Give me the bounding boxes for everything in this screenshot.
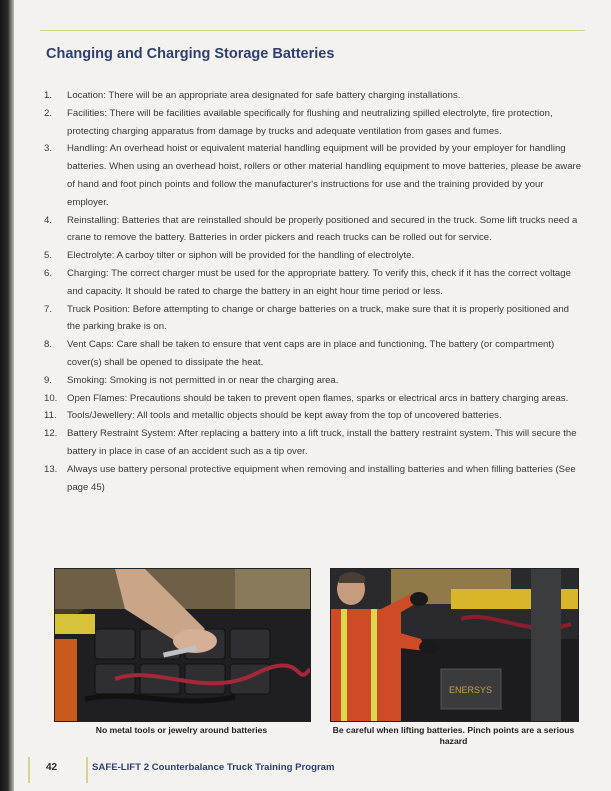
list-item: [44, 105, 584, 141]
item-text: Vent Caps: Care shall be taken to ensure that vent caps are in place and functioning. The battery (or compartment) cover(s) shall be opened to dissipate the heat.: [67, 339, 555, 368]
list-item: [44, 372, 584, 390]
list-item: [44, 140, 584, 211]
photo-caption: Be careful when lifting batteries. Pinch points are a serious hazard: [332, 725, 575, 746]
list-item: [44, 407, 584, 425]
list-item: [44, 301, 584, 337]
footer-program-title: SAFE-LIFT 2 Counterbalance Truck Training Program: [92, 762, 335, 773]
battery-tools-photo: [54, 568, 311, 722]
item-text: Always use battery personal protective equipment when removing and installing batteries and when filling batteries (See page 45): [67, 463, 576, 493]
page-number: 42: [46, 762, 58, 773]
item-text: Facilities: There will be facilities available specifically for flushing and neutralizing spilled electrolyte, fire protection, protecting charging apparatus from damage by trucks and adequate ventilation from gases and fumes.: [67, 107, 553, 137]
item-number: 4.: [44, 214, 53, 226]
item-text: Handling: An overhead hoist or equivalent material handling equipment will be provided by your employer for handling batteries. When using an overhead hoist, rollers or other material handling equipment to move batteries, please be aware of hand and foot pinch points and follow the manufacturer's instructions for use and the training provided by your employer.: [67, 143, 582, 208]
item-text: Tools/Jewellery: All tools and metallic objects should be kept away from the top of uncovered batteries.: [67, 410, 502, 422]
top-rule: [40, 30, 585, 31]
list-item: [44, 425, 584, 461]
item-text: Truck Position: Before attempting to change or charge batteries on a truck, make sure that it is properly positioned and the parking brake is on.: [67, 303, 569, 333]
item-number: 10.: [44, 392, 58, 404]
list-item: [44, 336, 584, 372]
list-item: [44, 265, 584, 301]
item-text: Open Flames: Precautions should be taken to prevent open flames, sparks or electrical arcs in battery charging areas.: [67, 392, 569, 404]
list-item: [44, 212, 584, 248]
item-number: 1.: [44, 90, 53, 101]
battery-lifting-photo: [330, 568, 579, 722]
item-text: Reinstalling: Batteries that are reinstalled should be properly positioned and secured in the truck. Some lift trucks need a crane to remove the battery. Batteries in order pickers and reach trucks can be rolled out for service.: [67, 214, 578, 244]
item-text: Battery Restraint System: After replacing a battery into a lift truck, install the battery restraint system. This will secure the battery in place in case of an accident such as a tip over.: [67, 428, 577, 457]
item-number: 11.: [44, 410, 57, 422]
battery-lifting-illustration: [331, 569, 578, 721]
item-text: Location: There will be an appropriate area designated for safe battery charging installations.: [67, 90, 461, 101]
item-number: 8.: [44, 339, 53, 351]
item-number: 9.: [44, 374, 53, 386]
list-item: [44, 87, 584, 105]
list-item: [44, 390, 584, 408]
item-number: 5.: [44, 250, 53, 262]
list-item: [44, 247, 584, 265]
item-text: Smoking: Smoking is not permitted in or near the charging area.: [67, 374, 339, 386]
item-text: Charging: The correct charger must be used for the appropriate battery. To verify this, check if it has the correct voltage and capacity. It should be rated to charge the battery in an eight hour time period or less.: [67, 267, 571, 297]
battery-rules-list: [44, 87, 584, 496]
footer-divider: [28, 757, 30, 783]
item-number: 6.: [44, 267, 53, 279]
item-number: 3.: [44, 143, 53, 155]
battery-label-graphic: ENERSYS: [449, 685, 493, 695]
item-number: 13.: [44, 463, 58, 475]
battery-tools-illustration: [55, 569, 310, 721]
item-number: 2.: [44, 107, 53, 119]
item-number: 12.: [44, 428, 58, 440]
list-item: [44, 461, 584, 497]
photo-caption: No metal tools or jewelry around batteries: [95, 725, 268, 735]
footer-divider: [86, 757, 88, 783]
item-number: 7.: [44, 303, 53, 315]
item-text: Electrolyte: A carboy tilter or siphon will be provided for the handling of electrolyte.: [67, 250, 415, 262]
page-binding-edge: [0, 0, 14, 791]
page-title: Changing and Charging Storage Batteries: [46, 46, 335, 62]
